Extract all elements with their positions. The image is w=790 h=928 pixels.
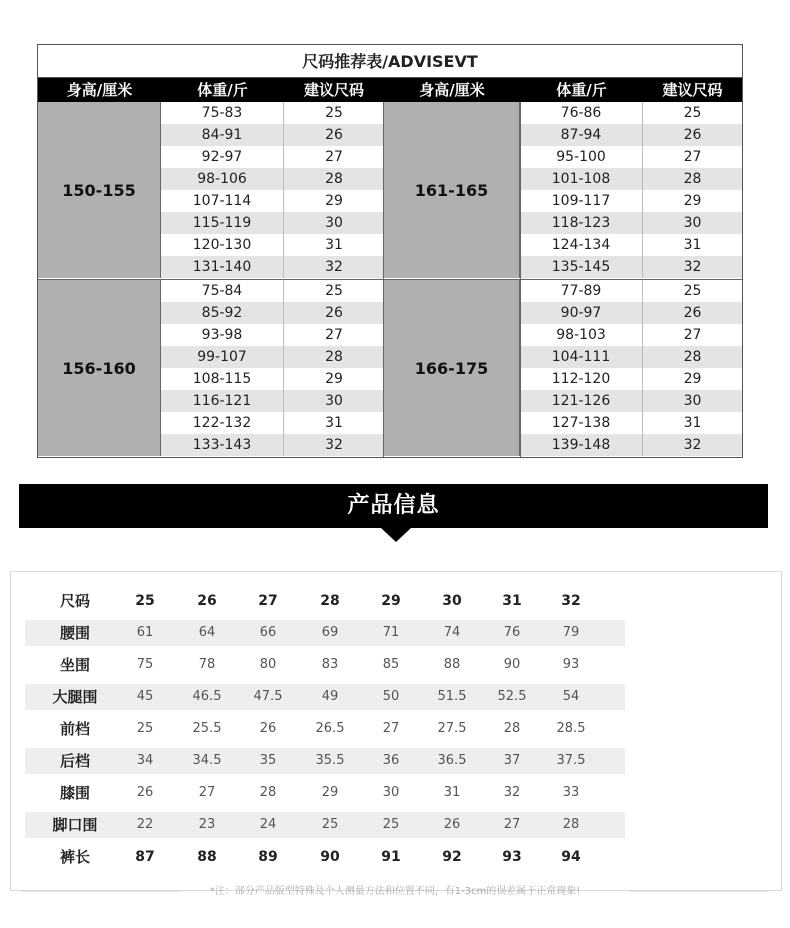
weight-range: 84-91 [161, 124, 284, 146]
weight-range: 90-97 [520, 302, 643, 324]
spec-value: 36 [382, 753, 400, 768]
spec-value: 47.5 [253, 689, 283, 704]
recommendation-row [520, 124, 742, 146]
spec-value: 25 [382, 817, 400, 832]
spec-value: 27 [503, 817, 521, 832]
height-group [38, 280, 742, 456]
recommendation-row [161, 168, 384, 190]
weight-range: 93-98 [161, 324, 284, 346]
spec-label: 尺码 [59, 592, 90, 610]
suggested-size: 25 [325, 105, 343, 121]
height-range-cell: 150-155 [38, 102, 161, 278]
spec-value: 85 [382, 657, 400, 672]
spec-value: 27 [382, 721, 400, 736]
spec-value: 88 [197, 849, 217, 865]
weight-range: 95-100 [520, 146, 643, 168]
spec-value: 50 [382, 689, 400, 704]
spec-value: 26 [136, 785, 154, 800]
spec-value: 30 [442, 593, 462, 609]
suggested-size: 26 [683, 305, 702, 321]
spec-value: 28.5 [556, 721, 586, 736]
recommendation-row [161, 434, 384, 456]
suggested-size: 30 [683, 215, 702, 231]
weight-range: 139-148 [520, 434, 643, 456]
spec-value: 94 [561, 849, 581, 865]
spec-value: 51.5 [437, 689, 467, 704]
spec-value: 76 [503, 625, 521, 640]
spec-value: 28 [259, 785, 277, 800]
suggested-size: 27 [325, 149, 343, 165]
spec-value: 26 [197, 593, 217, 609]
spec-value: 69 [321, 625, 339, 640]
header-height-left: 身高/厘米 [66, 81, 133, 99]
recommendation-row [161, 346, 384, 368]
suggested-size: 25 [683, 105, 702, 121]
spec-label: 裤长 [59, 848, 90, 866]
recommendation-header-row [38, 78, 742, 102]
weight-range: 92-97 [161, 146, 284, 168]
weight-range: 75-83 [161, 102, 284, 124]
spec-value: 89 [258, 849, 278, 865]
size-spec-row [25, 620, 625, 646]
recommendation-row [161, 146, 384, 168]
size-spec-row [25, 652, 625, 678]
column-divider [520, 102, 521, 457]
measurement-note: *注：部分产品版型特殊及个人测量方法和位置不同，有1-3cm的误差属于正常现象! [209, 886, 581, 897]
weight-range: 116-121 [161, 390, 284, 412]
recommendation-title: 尺码推荐表/ADVISEVT [38, 45, 742, 78]
weight-range: 131-140 [161, 256, 284, 278]
suggested-size: 32 [325, 437, 343, 453]
weight-range: 120-130 [161, 234, 284, 256]
recommendation-row [161, 302, 384, 324]
header-size-left: 建议尺码 [303, 81, 364, 99]
spec-value: 35.5 [315, 753, 345, 768]
suggested-size: 25 [325, 283, 343, 299]
recommendation-row [520, 324, 742, 346]
header-size-right: 建议尺码 [662, 81, 723, 99]
spec-value: 31 [502, 593, 522, 609]
suggested-size: 29 [683, 371, 702, 387]
weight-range: 107-114 [161, 190, 284, 212]
spec-value: 33 [562, 785, 580, 800]
banner-pointer-icon [381, 528, 411, 542]
size-spec-row [25, 684, 625, 710]
suggested-size: 26 [325, 305, 343, 321]
recommendation-row [520, 412, 742, 434]
recommendation-row [520, 368, 742, 390]
recommendation-row [161, 124, 384, 146]
suggested-size: 32 [325, 259, 343, 275]
spec-value: 88 [443, 657, 461, 672]
spec-value: 34.5 [192, 753, 222, 768]
spec-value: 34 [136, 753, 154, 768]
suggested-size: 32 [683, 437, 702, 453]
recommendation-row [520, 346, 742, 368]
recommendation-row [520, 256, 742, 278]
recommendation-row [520, 302, 742, 324]
product-info-table [10, 571, 782, 891]
weight-range: 75-84 [161, 280, 284, 302]
spec-value: 64 [198, 625, 216, 640]
spec-label: 后档 [59, 752, 90, 770]
spec-value: 28 [320, 593, 340, 609]
suggested-size: 28 [683, 349, 702, 365]
height-range-cell: 166-175 [384, 280, 520, 456]
suggested-size: 26 [325, 127, 343, 143]
spec-label: 前档 [59, 720, 90, 738]
weight-range: 101-108 [520, 168, 643, 190]
weight-range: 122-132 [161, 412, 284, 434]
suggested-size: 28 [325, 171, 343, 187]
recommendation-row [161, 390, 384, 412]
spec-value: 92 [442, 849, 462, 865]
spec-value: 25 [135, 593, 155, 609]
spec-value: 90 [503, 657, 521, 672]
column-divider [383, 102, 384, 457]
weight-range: 85-92 [161, 302, 284, 324]
spec-label: 腰围 [59, 624, 90, 642]
spec-value: 27.5 [437, 721, 467, 736]
spec-label: 脚口围 [52, 816, 98, 834]
spec-value: 25 [321, 817, 339, 832]
recommendation-row [161, 190, 384, 212]
recommendation-row [161, 412, 384, 434]
spec-value: 26 [443, 817, 461, 832]
spec-label: 大腿围 [52, 688, 98, 706]
weight-range: 118-123 [520, 212, 643, 234]
height-range-cell: 161-165 [384, 102, 520, 278]
spec-label: 坐围 [59, 656, 90, 674]
suggested-size: 27 [325, 327, 343, 343]
weight-range: 104-111 [520, 346, 643, 368]
header-weight-right: 体重/斤 [556, 81, 607, 99]
size-recommendation-table [37, 44, 743, 458]
spec-value: 36.5 [437, 753, 467, 768]
recommendation-row [520, 234, 742, 256]
suggested-size: 28 [683, 171, 702, 187]
spec-value: 32 [561, 593, 581, 609]
spec-value: 61 [136, 625, 154, 640]
spec-value: 91 [381, 849, 401, 865]
recommendation-row [161, 368, 384, 390]
height-group [38, 102, 742, 278]
suggested-size: 32 [683, 259, 702, 275]
group-divider [38, 279, 742, 280]
recommendation-row [161, 324, 384, 346]
recommendation-row [520, 190, 742, 212]
spec-value: 71 [382, 625, 400, 640]
size-spec-row [25, 588, 625, 614]
spec-value: 37 [503, 753, 521, 768]
recommendation-row [520, 146, 742, 168]
suggested-size: 29 [325, 371, 343, 387]
weight-range: 112-120 [520, 368, 643, 390]
spec-value: 87 [135, 849, 155, 865]
spec-value: 90 [320, 849, 340, 865]
weight-range: 108-115 [161, 368, 284, 390]
spec-value: 29 [381, 593, 401, 609]
spec-label: 膝围 [59, 784, 90, 802]
recommendation-row [520, 212, 742, 234]
suggested-size: 25 [683, 283, 702, 299]
spec-value: 83 [321, 657, 339, 672]
spec-value: 23 [198, 817, 216, 832]
spec-value: 75 [136, 657, 154, 672]
weight-range: 99-107 [161, 346, 284, 368]
spec-value: 35 [259, 753, 277, 768]
recommendation-row [520, 102, 742, 124]
spec-value: 24 [259, 817, 277, 832]
spec-value: 27 [198, 785, 216, 800]
height-range-cell: 156-160 [38, 280, 161, 456]
weight-range: 135-145 [520, 256, 643, 278]
spec-value: 30 [382, 785, 400, 800]
suggested-size: 29 [683, 193, 702, 209]
weight-range: 133-143 [161, 434, 284, 456]
size-spec-row [25, 780, 625, 806]
spec-value: 80 [259, 657, 277, 672]
suggested-size: 30 [325, 393, 343, 409]
product-info-banner [19, 484, 768, 528]
spec-value: 54 [562, 689, 580, 704]
spec-value: 37.5 [556, 753, 586, 768]
recommendation-row [161, 256, 384, 278]
size-spec-row [25, 812, 625, 838]
suggested-size: 26 [683, 127, 702, 143]
spec-value: 74 [443, 625, 461, 640]
weight-range: 109-117 [520, 190, 643, 212]
weight-range: 76-86 [520, 102, 643, 124]
spec-value: 45 [136, 689, 154, 704]
recommendation-row [161, 212, 384, 234]
size-spec-row [25, 748, 625, 774]
spec-value: 46.5 [192, 689, 222, 704]
recommendation-row [520, 390, 742, 412]
spec-value: 52.5 [497, 689, 527, 704]
size-spec-row [25, 844, 625, 870]
suggested-size: 30 [683, 393, 702, 409]
spec-value: 93 [502, 849, 522, 865]
weight-range: 124-134 [520, 234, 643, 256]
spec-value: 26 [259, 721, 277, 736]
spec-value: 25 [136, 721, 154, 736]
spec-value: 28 [503, 721, 521, 736]
spec-value: 49 [321, 689, 339, 704]
weight-range: 77-89 [520, 280, 643, 302]
weight-range: 98-106 [161, 168, 284, 190]
weight-range: 98-103 [520, 324, 643, 346]
spec-value: 78 [198, 657, 216, 672]
weight-range: 115-119 [161, 212, 284, 234]
spec-value: 28 [562, 817, 580, 832]
suggested-size: 29 [325, 193, 343, 209]
spec-value: 79 [562, 625, 580, 640]
header-weight-left: 体重/斤 [197, 81, 248, 99]
spec-value: 31 [443, 785, 461, 800]
suggested-size: 27 [683, 327, 702, 343]
banner-title: 产品信息 [347, 493, 440, 518]
spec-value: 32 [503, 785, 521, 800]
suggested-size: 31 [683, 237, 702, 253]
recommendation-row [161, 234, 384, 256]
suggested-size: 31 [325, 415, 343, 431]
spec-value: 93 [562, 657, 580, 672]
suggested-size: 30 [325, 215, 343, 231]
spec-value: 29 [321, 785, 339, 800]
spec-value: 22 [136, 817, 154, 832]
suggested-size: 31 [683, 415, 702, 431]
weight-range: 127-138 [520, 412, 643, 434]
spec-value: 66 [259, 625, 277, 640]
recommendation-row [520, 168, 742, 190]
recommendation-row [520, 280, 742, 302]
weight-range: 87-94 [520, 124, 643, 146]
spec-value: 27 [258, 593, 278, 609]
recommendation-row [520, 434, 742, 456]
suggested-size: 28 [325, 349, 343, 365]
suggested-size: 27 [683, 149, 702, 165]
spec-value: 26.5 [315, 721, 345, 736]
suggested-size: 31 [325, 237, 343, 253]
weight-range: 121-126 [520, 390, 643, 412]
header-height-right: 身高/厘米 [419, 81, 485, 99]
size-spec-row [25, 716, 625, 742]
recommendation-row [161, 280, 384, 302]
recommendation-row [161, 102, 384, 124]
spec-value: 25.5 [192, 721, 222, 736]
